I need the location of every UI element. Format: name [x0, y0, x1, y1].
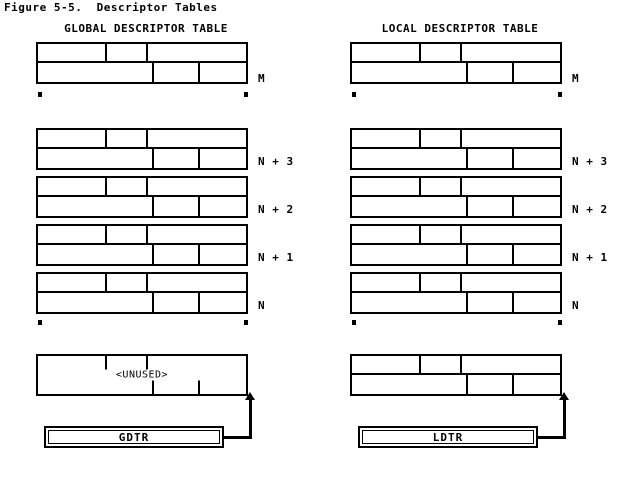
gdt-ellipsis-right-upper — [244, 92, 248, 126]
gdt-cell — [200, 375, 246, 394]
ldt-cell — [468, 63, 514, 82]
ldt-cell — [462, 44, 560, 61]
ldt-cell — [421, 178, 463, 195]
ldt-row-label-n-plus-3: N + 3 — [572, 155, 608, 168]
ldt-cell — [352, 63, 468, 82]
gdt-cell — [107, 356, 149, 373]
gdt-entry-row — [38, 149, 246, 168]
ldt-cell — [352, 274, 421, 291]
gdt-entry-row — [38, 245, 246, 264]
gdt-entry-row — [38, 226, 246, 245]
gdt-pointer-arrow-icon — [245, 392, 255, 400]
gdt-row-label-n-plus-3: N + 3 — [258, 155, 294, 168]
gdt-cell — [38, 375, 154, 394]
ldt-cell — [462, 274, 560, 291]
ldt-ellipsis-left-lower — [352, 320, 356, 352]
ldt-cell — [514, 375, 560, 394]
local-descriptor-table-title: LOCAL DESCRIPTOR TABLE — [381, 22, 539, 35]
ldt-cell — [421, 274, 463, 291]
ldt-cell — [421, 130, 463, 147]
gdt-cell — [154, 293, 200, 312]
ldt-cell — [514, 293, 560, 312]
gdt-cell — [107, 44, 149, 61]
ldt-cell — [352, 356, 421, 373]
gdt-cell — [154, 63, 200, 82]
gdt-pointer-vertical — [249, 398, 252, 438]
ldt-cell — [421, 356, 463, 373]
gdt-cell — [154, 375, 200, 394]
ldt-entry-row — [352, 149, 560, 168]
gdt-cell — [38, 130, 107, 147]
gdt-cell — [148, 274, 246, 291]
gdt-cell — [200, 293, 246, 312]
ldt-cell — [468, 149, 514, 168]
ldt-pointer-horizontal — [538, 436, 566, 439]
gdt-entry-row — [38, 375, 246, 394]
gdt-cell — [148, 356, 246, 373]
gdt-cell — [107, 130, 149, 147]
gdt-ellipsis-left-lower — [38, 320, 42, 352]
ldtr-register[interactable] — [358, 426, 538, 448]
gdt-cell — [148, 130, 246, 147]
ldt-entry-n-plus-2 — [350, 176, 562, 218]
gdt-cell — [200, 149, 246, 168]
gdt-cell — [154, 149, 200, 168]
global-descriptor-table-diagram — [6, 0, 296, 480]
gdt-entry-row — [38, 130, 246, 149]
ldt-ellipsis-right-lower — [558, 320, 562, 352]
gdt-cell — [38, 356, 107, 373]
ldt-cell — [352, 197, 468, 216]
ldt-cell — [514, 197, 560, 216]
gdt-cell — [38, 274, 107, 291]
ldt-cell — [352, 375, 468, 394]
gdt-entry-row — [38, 356, 246, 375]
gdt-entry-m-upper-row — [38, 44, 246, 63]
gdt-cell — [154, 245, 200, 264]
ldt-entry-row — [352, 274, 560, 293]
gdtr-register-label: GDTR — [48, 430, 220, 444]
ldt-entry-row — [352, 245, 560, 264]
gdt-cell — [38, 293, 154, 312]
gdt-unused-label: <UNUSED> — [38, 370, 246, 381]
ldt-cell — [352, 44, 421, 61]
gdt-cell — [38, 149, 154, 168]
gdt-ellipsis-right-lower — [244, 320, 248, 352]
gdt-cell — [148, 44, 246, 61]
gdt-cell — [200, 197, 246, 216]
ldt-cell — [514, 245, 560, 264]
ldt-cell — [421, 44, 463, 61]
ldt-cell — [352, 293, 468, 312]
ldt-pointer-arrow-icon — [559, 392, 569, 400]
gdt-entry-n-plus-2 — [36, 176, 248, 218]
gdt-row-label-n: N — [258, 299, 266, 312]
gdt-entry-m-lower-row — [38, 63, 246, 82]
gdt-cell — [107, 178, 149, 195]
gdtr-register[interactable] — [44, 426, 224, 448]
gdt-entry-unused — [36, 354, 248, 396]
ldt-entry-m — [350, 42, 562, 84]
ldt-row-label-m: M — [572, 72, 580, 85]
gdt-entry-n-plus-3 — [36, 128, 248, 170]
ldt-cell — [468, 293, 514, 312]
gdt-cell — [38, 63, 154, 82]
ldt-pointer-vertical — [563, 398, 566, 438]
gdt-entry-row — [38, 197, 246, 216]
ldt-row-label-n-plus-2: N + 2 — [572, 203, 608, 216]
ldt-entry-row — [352, 356, 560, 375]
gdt-ellipsis-left-upper — [38, 92, 42, 126]
gdt-cell — [148, 226, 246, 243]
gdt-pointer-horizontal — [224, 436, 252, 439]
ldt-ellipsis-left-upper — [352, 92, 356, 126]
ldt-entry-row — [352, 63, 560, 82]
gdt-cell — [38, 226, 107, 243]
ldtr-register-label: LDTR — [362, 430, 534, 444]
gdt-cell — [200, 245, 246, 264]
ldt-cell — [514, 63, 560, 82]
ldt-row-label-n-plus-1: N + 1 — [572, 251, 608, 264]
ldt-entry-n — [350, 272, 562, 314]
ldt-cell — [352, 226, 421, 243]
ldt-cell — [421, 226, 463, 243]
ldt-cell — [462, 226, 560, 243]
gdt-cell — [107, 274, 149, 291]
gdt-cell — [38, 197, 154, 216]
ldt-entry-row — [352, 293, 560, 312]
ldt-cell — [468, 375, 514, 394]
ldt-row-label-n: N — [572, 299, 580, 312]
ldt-entry-n-plus-1 — [350, 224, 562, 266]
ldt-entry-n-plus-3 — [350, 128, 562, 170]
ldt-cell — [352, 130, 421, 147]
gdt-cell — [148, 178, 246, 195]
gdt-cell — [154, 197, 200, 216]
ldt-cell — [468, 197, 514, 216]
ldt-entry-row — [352, 178, 560, 197]
ldt-cell — [352, 245, 468, 264]
ldt-cell — [352, 178, 421, 195]
ldt-entry-row — [352, 130, 560, 149]
gdt-cell — [38, 44, 107, 61]
ldt-cell — [462, 178, 560, 195]
gdt-entry-n-plus-1 — [36, 224, 248, 266]
ldt-entry-base — [350, 354, 562, 396]
gdt-cell — [107, 226, 149, 243]
ldt-entry-row — [352, 226, 560, 245]
gdt-cell — [38, 245, 154, 264]
gdt-row-label-n-plus-1: N + 1 — [258, 251, 294, 264]
gdt-entry-row — [38, 178, 246, 197]
gdt-row-label-n-plus-2: N + 2 — [258, 203, 294, 216]
gdt-cell — [38, 178, 107, 195]
ldt-ellipsis-right-upper — [558, 92, 562, 126]
ldt-cell — [352, 149, 468, 168]
ldt-cell — [462, 356, 560, 373]
ldt-cell — [462, 130, 560, 147]
gdt-cell — [200, 63, 246, 82]
ldt-entry-row — [352, 375, 560, 394]
gdt-entry-n — [36, 272, 248, 314]
gdt-entry-row — [38, 274, 246, 293]
gdt-row-label-m: M — [258, 72, 266, 85]
gdt-entry-row — [38, 293, 246, 312]
figure-caption: Figure 5-5. Descriptor Tables — [4, 1, 218, 14]
ldt-entry-row — [352, 197, 560, 216]
local-descriptor-table-diagram — [320, 0, 610, 480]
ldt-entry-row — [352, 44, 560, 63]
ldt-cell — [468, 245, 514, 264]
ldt-cell — [514, 149, 560, 168]
global-descriptor-table-title: GLOBAL DESCRIPTOR TABLE — [64, 22, 228, 35]
gdt-entry-m — [36, 42, 248, 84]
